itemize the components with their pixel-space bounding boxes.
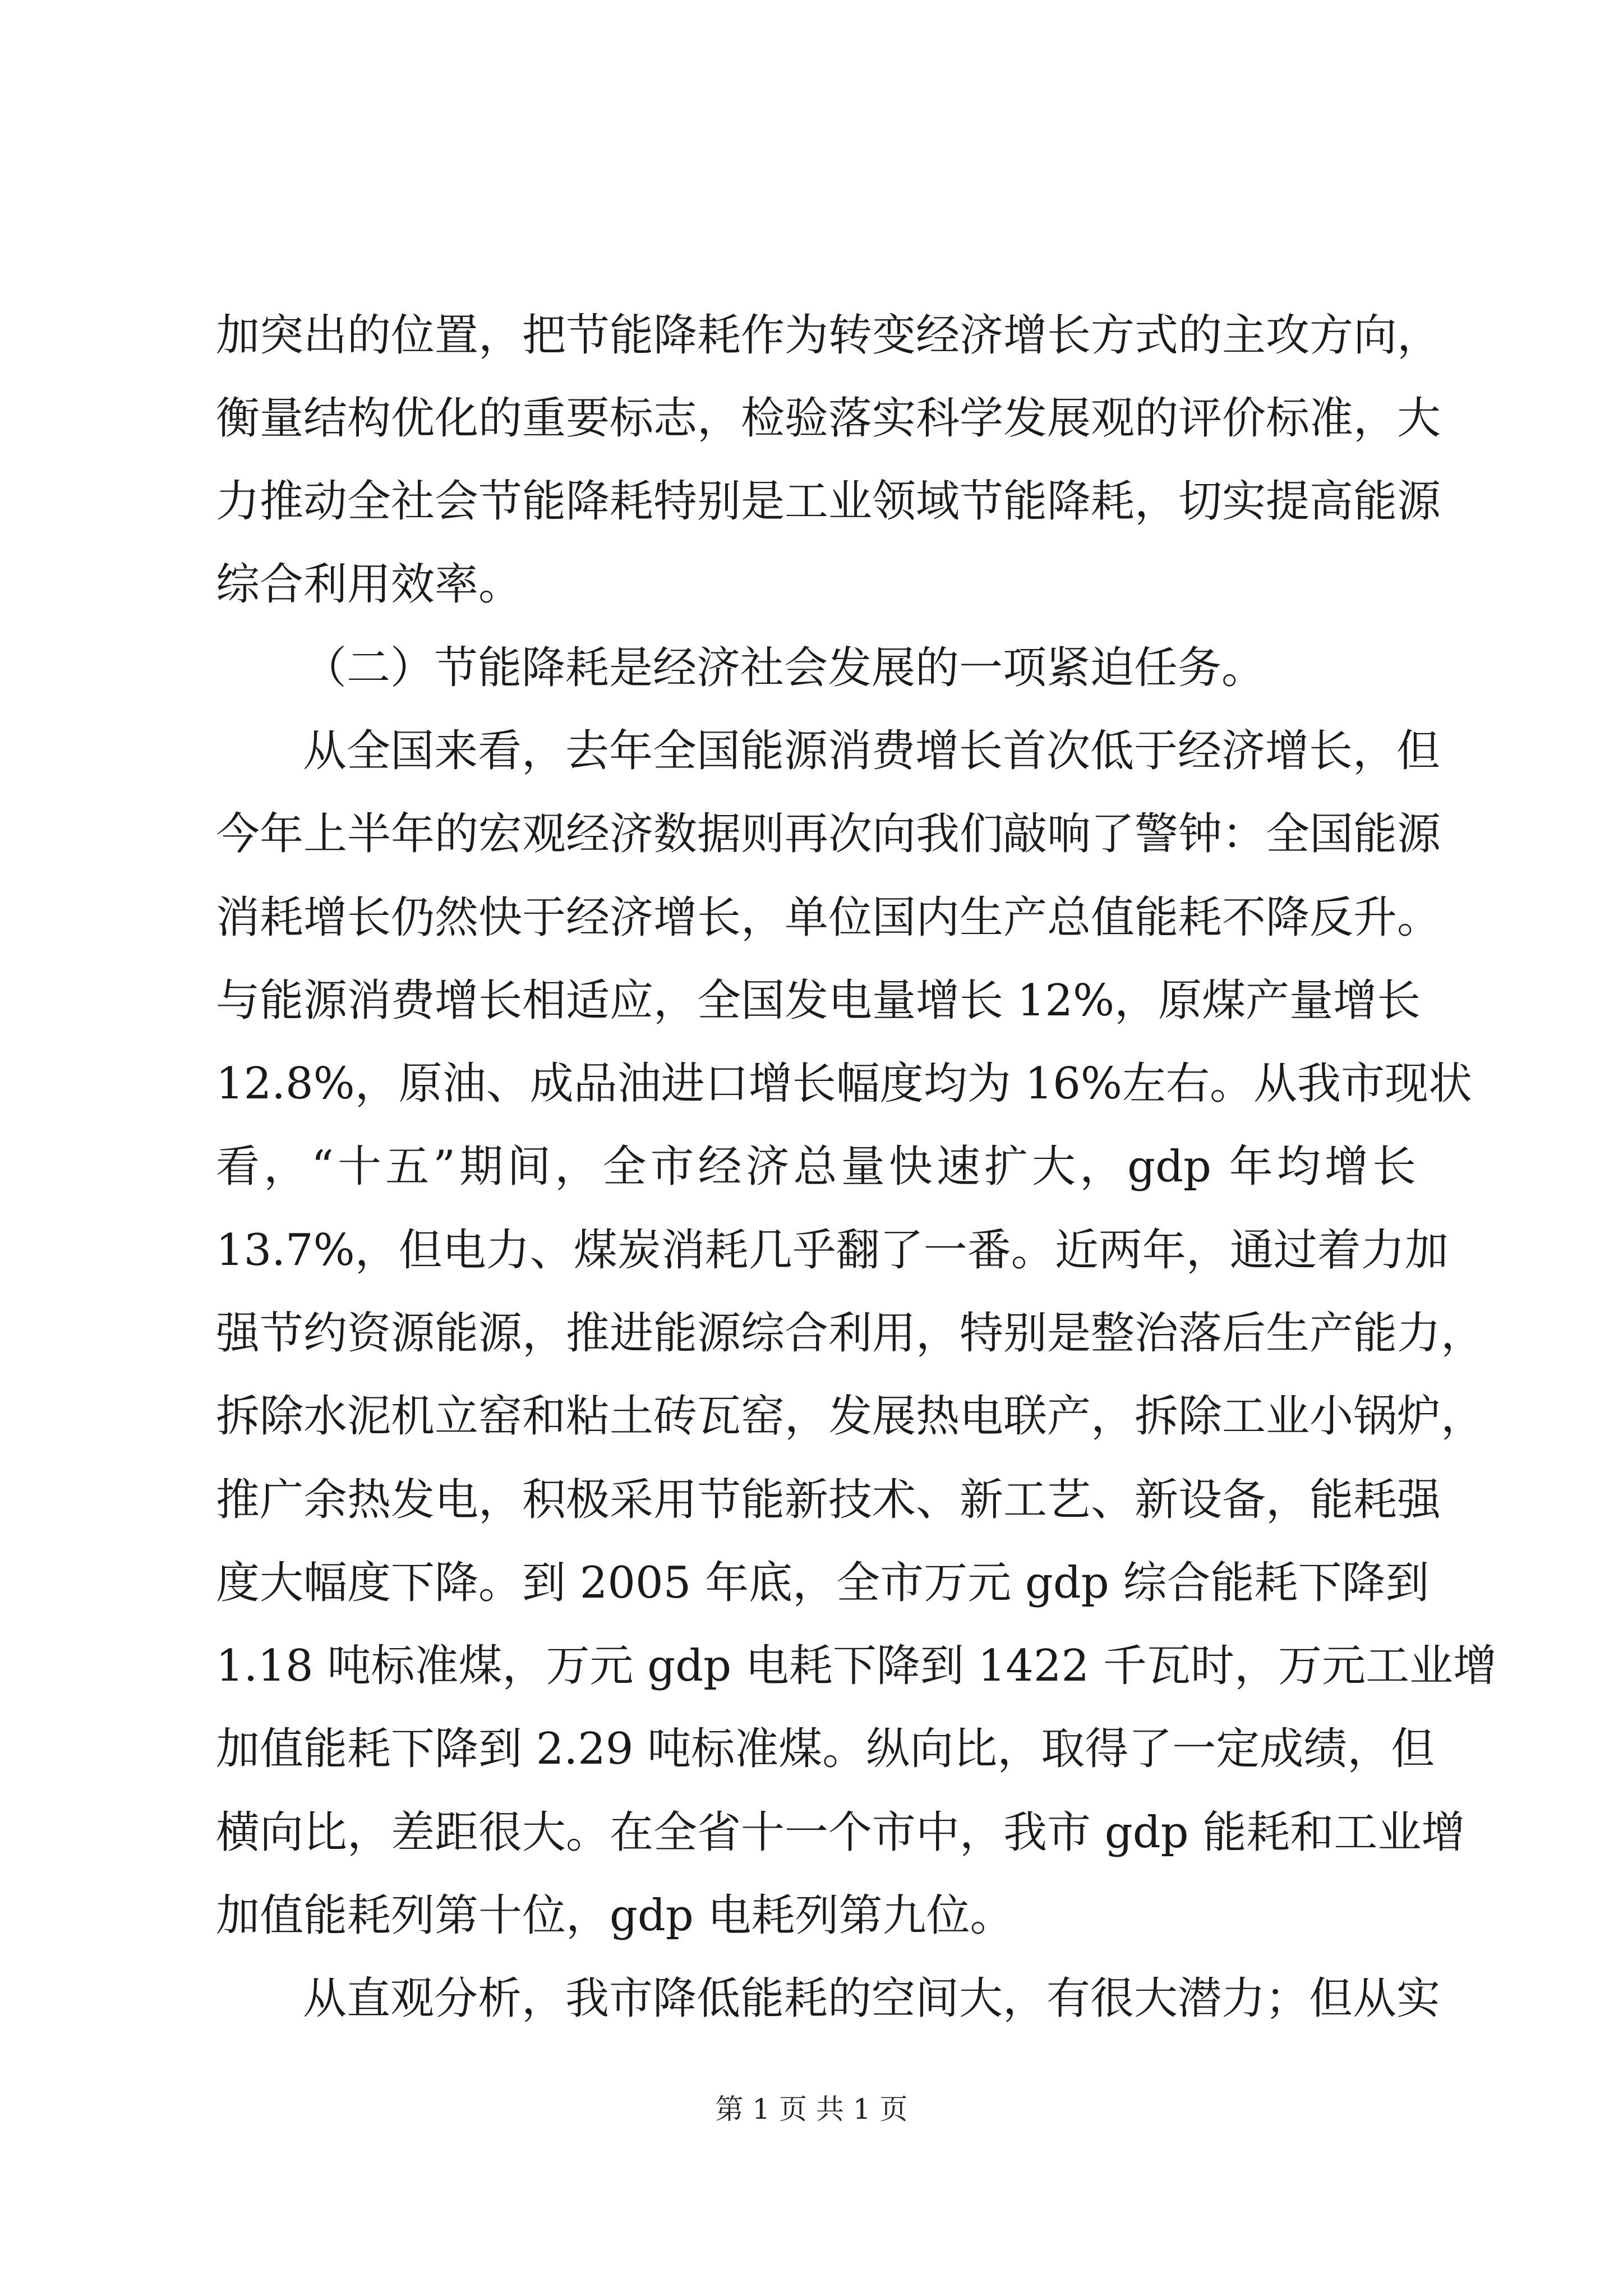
text-line: 看，“十五”期间，全市经济总量快速扩大，gdp 年均增长 — [216, 1142, 1416, 1192]
text-line: 度大幅度下降。到 2005 年底，全市万元 gdp 综合能耗下降到 — [216, 1558, 1430, 1608]
text-line: 加值能耗下降到 2.29 吨标准煤。纵向比，取得了一定成绩，但 — [216, 1724, 1435, 1774]
text-line: 综合利用效率。 — [216, 559, 523, 610]
text-line: 加值能耗列第十位，gdp 电耗列第九位。 — [216, 1890, 1014, 1941]
text-line: 强节约资源能源，推进能源综合利用，特别是整治落后生产能力， — [216, 1308, 1485, 1359]
text-line: 从直观分析，我市降低能耗的空间大，有很大潜力；但从实 — [303, 1973, 1441, 2024]
text-line: 推广余热发电，积极采用节能新技术、新工艺、新设备，能耗强 — [216, 1475, 1441, 1525]
text-line: 衡量结构优化的重要标志，检验落实科学发展观的评价标准，大 — [216, 393, 1441, 444]
text-line: 从全国来看，去年全国能源消费增长首次低于经济增长，但 — [303, 726, 1441, 776]
text-line: 12.8%，原油、成品油进口增长幅度均为 16%左右。从我市现状 — [216, 1059, 1472, 1109]
page-footer: 第 1 页 共 1 页 — [715, 2093, 908, 2125]
section-heading: （二）节能降耗是经济社会发展的一项紧迫任务。 — [303, 643, 1266, 693]
text-line: 拆除水泥机立窑和粘土砖瓦窑，发展热电联产，拆除工业小锅炉， — [216, 1391, 1485, 1442]
text-line: 今年上半年的宏观经济数据则再次向我们敲响了警钟：全国能源 — [216, 809, 1441, 859]
text-line: 13.7%，但电力、煤炭消耗几乎翻了一番。近两年，通过着力加 — [216, 1225, 1449, 1276]
text-line: 与能源消费增长相适应，全国发电量增长 12%，原煤产量增长 — [216, 976, 1421, 1026]
text-line: 加突出的位置，把节能降耗作为转变经济增长方式的主攻方向， — [216, 310, 1441, 361]
text-line: 消耗增长仍然快于经济增长，单位国内生产总值能耗不降反升。 — [216, 892, 1441, 943]
text-line: 横向比，差距很大。在全省十一个市中，我市 gdp 能耗和工业增 — [216, 1807, 1465, 1858]
text-line: 1.18 吨标准煤，万元 gdp 电耗下降到 1422 千瓦时，万元工业增 — [216, 1641, 1497, 1691]
text-line: 力推动全社会节能降耗特别是工业领域节能降耗，切实提高能源 — [216, 476, 1441, 527]
